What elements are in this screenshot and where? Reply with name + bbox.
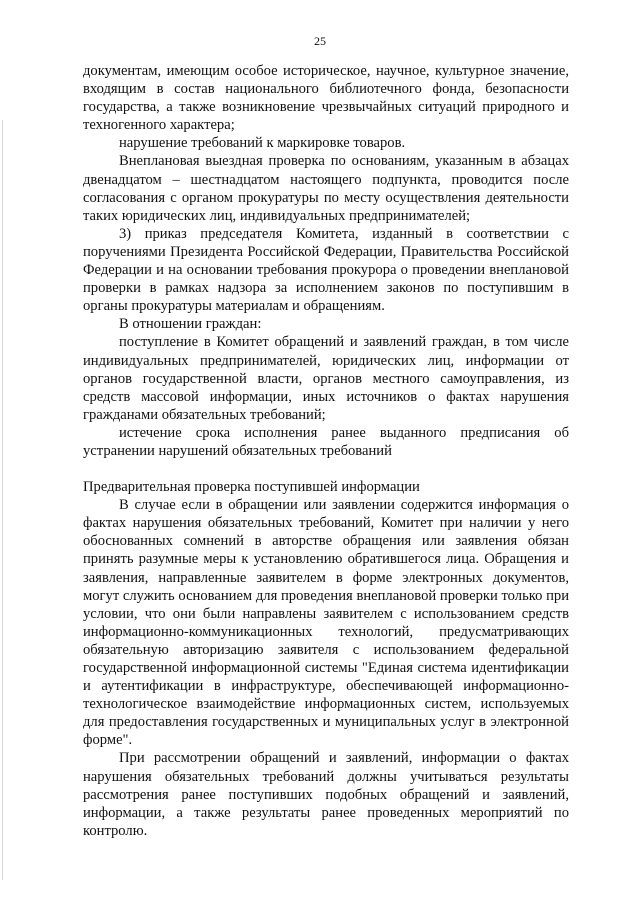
paragraph: истечение срока исполнения ранее выданного предписания об устранении нарушений обязательных требований bbox=[83, 424, 569, 459]
paragraph: В отношении граждан: bbox=[119, 316, 262, 333]
paragraph: 3) приказ председателя Комитета, изданный в соответствии с поручениями Президента Российской Федерации, Правительства Российской Федерации и на основании требования прокурора о проведении внеплановой проверки в рамках надзора за исполнением законов по поступившим в органы прокуратуры материалам и обращениям. bbox=[83, 225, 569, 315]
section-heading: Предварительная проверка поступившей информации bbox=[83, 479, 420, 496]
paragraph: поступление в Комитет обращений и заявлений граждан, в том числе индивидуальных предпринимателей, юридических лиц, информации от органов государственной власти, органов местного самоуправления, из средств массовой информации, иных источников о фактах нарушения гражданами обязательных требований; bbox=[83, 334, 569, 423]
paragraph: В случае если в обращении или заявлении содержится информация о фактах нарушения обязательных требований, Комитет при наличии у него обоснованных сомнений в авторстве обращения или заявления обязан принять разумные меры к установлению обратившегося лица. Обращения и заявления, направленные заявителем в форме электронных документов, могут служить основанием для проведения внеплановой проверки только при условии, что они были направлены заявителем с использованием средств информационно-коммуникационных технологий, предусматривающих обязательную авторизацию заявителя с использованием федеральной государственной информационной системы "Единая система идентификации и аутентификации в инфраструктуре, обеспечивающей информационно-технологическое взаимодействие информационных систем, используемых для предоставления государственных и муниципальных услуг в электронной форме". bbox=[83, 497, 569, 749]
paragraph: нарушение требований к маркировке товаров. bbox=[119, 135, 406, 152]
scan-edge-line bbox=[2, 120, 3, 880]
paragraph: Внеплановая выездная проверка по основаниям, указанным в абзацах двенадцатом – шестнадцатом настоящего подпункта, проводится после согласования с органом прокуратуры по месту осуществления деятельности таких юридических лиц, индивидуальных предпринимателей; bbox=[83, 153, 569, 224]
paragraph-continuation: документам, имеющим особое историческое, научное, культурное значение, входящим в состав национального библиотечного фонда, безопасности государства, а также возникновение чрезвычайных ситуаций природного и техногенного характера; bbox=[83, 63, 569, 134]
paragraph: При рассмотрении обращений и заявлений, информации о фактах нарушения обязательных требований должны учитываться результаты рассмотрения ранее поступивших подобных обращений и заявлений, информации, а также результаты ранее проведенных мероприятий по контролю. bbox=[83, 750, 569, 839]
page-number: 25 bbox=[314, 34, 326, 48]
document-body bbox=[83, 62, 569, 840]
